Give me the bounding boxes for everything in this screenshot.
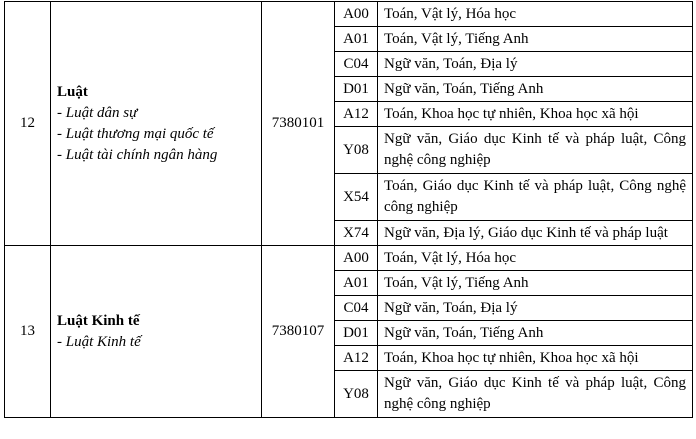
combo-code: C04 bbox=[335, 296, 378, 321]
combo-subjects: Toán, Vật lý, Hóa học bbox=[378, 2, 693, 27]
combo-subjects: Toán, Vật lý, Hóa học bbox=[378, 246, 693, 271]
combo-code: D01 bbox=[335, 321, 378, 346]
combo-subjects: Toán, Vật lý, Tiếng Anh bbox=[378, 27, 693, 52]
combo-code: X74 bbox=[335, 221, 378, 246]
major-code: 7380101 bbox=[262, 2, 335, 246]
combo-subjects: Toán, Giáo dục Kinh tế và pháp luật, Công nghệ công nghiệp bbox=[378, 174, 693, 221]
combo-subjects: Toán, Khoa học tự nhiên, Khoa học xã hội bbox=[378, 346, 693, 371]
major-cell bbox=[51, 246, 262, 418]
combo-subjects: Ngữ văn, Toán, Tiếng Anh bbox=[378, 321, 693, 346]
specialization: - Luật Kinh tế bbox=[57, 333, 141, 350]
specialization: - Luật dân sự bbox=[57, 104, 138, 121]
specialization: - Luật thương mại quốc tế bbox=[57, 125, 214, 142]
combo-code: A01 bbox=[335, 27, 378, 52]
combo-code: D01 bbox=[335, 77, 378, 102]
combo-code: C04 bbox=[335, 52, 378, 77]
combo-code: A12 bbox=[335, 102, 378, 127]
major-name: Luật bbox=[57, 83, 88, 100]
combo-code: Y08 bbox=[335, 127, 378, 174]
combo-subjects: Ngữ văn, Toán, Địa lý bbox=[378, 52, 693, 77]
combo-code: X54 bbox=[335, 174, 378, 221]
combo-code: A12 bbox=[335, 346, 378, 371]
specialization: - Luật tài chính ngân hàng bbox=[57, 146, 218, 163]
row-number: 12 bbox=[5, 2, 51, 246]
combo-code: A01 bbox=[335, 271, 378, 296]
combo-code: Y08 bbox=[335, 371, 378, 418]
combo-code: A00 bbox=[335, 2, 378, 27]
combo-subjects: Ngữ văn, Giáo dục Kinh tế và pháp luật, Công nghệ công nghiệp bbox=[378, 127, 693, 174]
major-name: Luật Kinh tế bbox=[57, 312, 140, 329]
table-row bbox=[5, 246, 693, 271]
combo-subjects: Ngữ văn, Địa lý, Giáo dục Kinh tế và pháp luật bbox=[378, 221, 693, 246]
combo-subjects: Toán, Khoa học tự nhiên, Khoa học xã hội bbox=[378, 102, 693, 127]
combo-subjects: Toán, Vật lý, Tiếng Anh bbox=[378, 271, 693, 296]
table-row bbox=[5, 2, 693, 27]
major-code: 7380107 bbox=[262, 246, 335, 418]
combo-code: A00 bbox=[335, 246, 378, 271]
major-cell bbox=[51, 2, 262, 246]
combo-subjects: Ngữ văn, Toán, Địa lý bbox=[378, 296, 693, 321]
row-number: 13 bbox=[5, 246, 51, 418]
combo-subjects: Ngữ văn, Giáo dục Kinh tế và pháp luật, Công nghệ công nghiệp bbox=[378, 371, 693, 418]
combo-subjects: Ngữ văn, Toán, Tiếng Anh bbox=[378, 77, 693, 102]
admission-table bbox=[4, 1, 693, 418]
